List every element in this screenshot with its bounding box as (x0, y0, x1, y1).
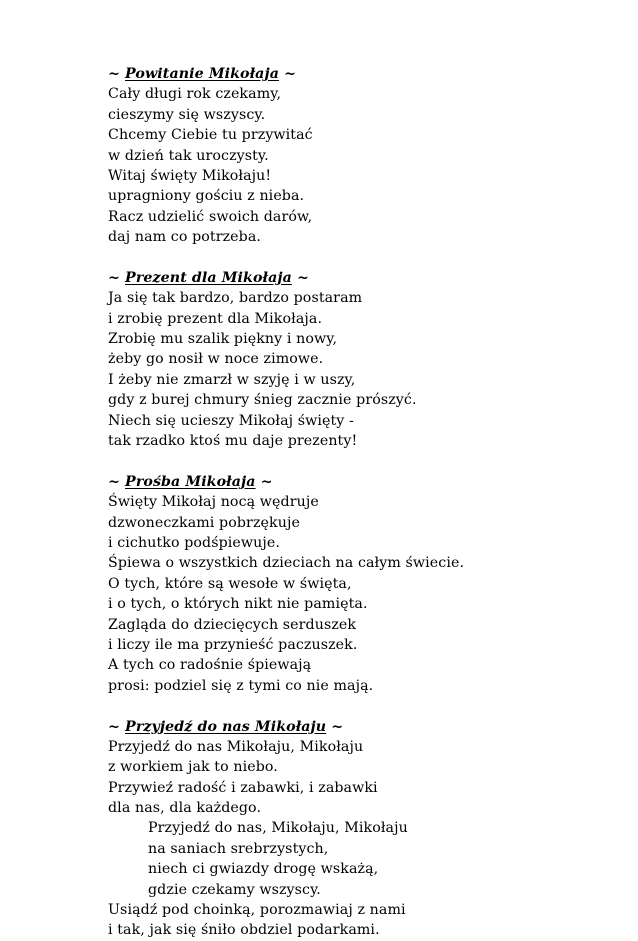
poem-line: i zrobię prezent dla Mikołaja. (108, 310, 323, 327)
title-marker-left: ~ (108, 718, 120, 735)
poem-line: żeby go nosił w noce zimowe. (108, 351, 324, 368)
poem-line: O tych, które są wesołe w święta, (108, 575, 352, 592)
poem-title (108, 268, 528, 288)
poem-line: I żeby nie zmarzł w szyję i w uszy, (108, 371, 356, 388)
poem-line: Ja się tak bardzo, bardzo postaram (108, 290, 363, 307)
poem-line: i tak, jak się śniło obdziel podarkami. (108, 922, 380, 939)
poem-line: upragniony gościu z nieba. (108, 188, 305, 205)
poem-line: Przyjedź do nas Mikołaju, Mikołaju (108, 738, 364, 755)
poem-prosba (108, 472, 528, 696)
title-marker-left: ~ (108, 66, 120, 82)
poem-line: prosi: podziel się z tymi co nie mają. (108, 677, 374, 694)
poem-line: Przywieź radość i zabawki, i zabawki (108, 779, 378, 796)
title-marker-right: ~ (296, 269, 309, 286)
poem-line-indented: na saniach srebrzystych, (148, 840, 329, 857)
poem-title (108, 472, 528, 492)
poem-title (108, 64, 528, 84)
stanza-gap (108, 451, 528, 471)
poem-line: dzwoneczkami pobrzękuje (108, 514, 300, 531)
title-marker-left: ~ (108, 473, 120, 490)
poem-powitanie (108, 64, 528, 248)
poem-line: w dzień tak uroczysty. (108, 147, 269, 164)
document-page (108, 64, 528, 941)
poem-line: Usiądź pod choinką, porozmawiaj z nami (108, 902, 406, 919)
poem-line: Racz udzielić swoich darów, (108, 208, 313, 225)
poem-przyjedz (108, 717, 528, 941)
poem-line: Zrobię mu szalik piękny i nowy, (108, 331, 338, 348)
poem-line-indented: Przyjedź do nas, Mikołaju, Mikołaju (148, 820, 408, 837)
poem-line: z workiem jak to niebo. (108, 759, 278, 776)
poem-title-text: Prośba Mikołaja (125, 473, 256, 490)
poem-title-text: Prezent dla Mikołaja (125, 269, 292, 286)
poem-line: Niech się ucieszy Mikołaj święty - (108, 412, 354, 429)
poem-line: dla nas, dla każdego. (108, 800, 262, 817)
poem-line: cieszymy się wszyscy. (108, 106, 266, 123)
poem-line-indented: gdzie czekamy wszyscy. (148, 881, 321, 898)
poem-line: Cały długi rok czekamy, (108, 86, 282, 103)
poem-prezent (108, 268, 528, 452)
poem-line: Śpiewa o wszystkich dzieciach na całym świecie. (108, 555, 465, 572)
poem-line: daj nam co potrzeba. (108, 229, 262, 246)
title-marker-left: ~ (108, 269, 120, 286)
poem-line: tak rzadko ktoś mu daje prezenty! (108, 433, 358, 450)
poem-line: Święty Mikołaj nocą wędruje (108, 494, 319, 511)
poem-line: Witaj święty Mikołaju! (108, 167, 272, 184)
title-marker-right: ~ (331, 718, 344, 735)
poem-title-text: Powitanie Mikołaja (125, 66, 279, 82)
poem-title-text: Przyjedź do nas Mikołaju (125, 718, 327, 735)
poem-line: i cichutko podśpiewuje. (108, 534, 280, 551)
poem-line-indented: niech ci gwiazdy drogę wskażą, (148, 861, 379, 878)
poem-title (108, 717, 528, 737)
poem-line: Zagląda do dziecięcych serduszek (108, 616, 357, 633)
poem-line: gdy z burej chmury śnieg zacznie prószyć. (108, 392, 417, 409)
title-marker-right: ~ (284, 66, 297, 82)
stanza-gap (108, 696, 528, 716)
poem-line: i o tych, o których nikt nie pamięta. (108, 596, 368, 613)
poem-line: Chcemy Ciebie tu przywitać (108, 127, 313, 144)
poem-line: A tych co radośnie śpiewają (108, 657, 312, 674)
stanza-gap (108, 248, 528, 268)
poem-line: i liczy ile ma przynieść paczuszek. (108, 636, 358, 653)
title-marker-right: ~ (260, 473, 273, 490)
